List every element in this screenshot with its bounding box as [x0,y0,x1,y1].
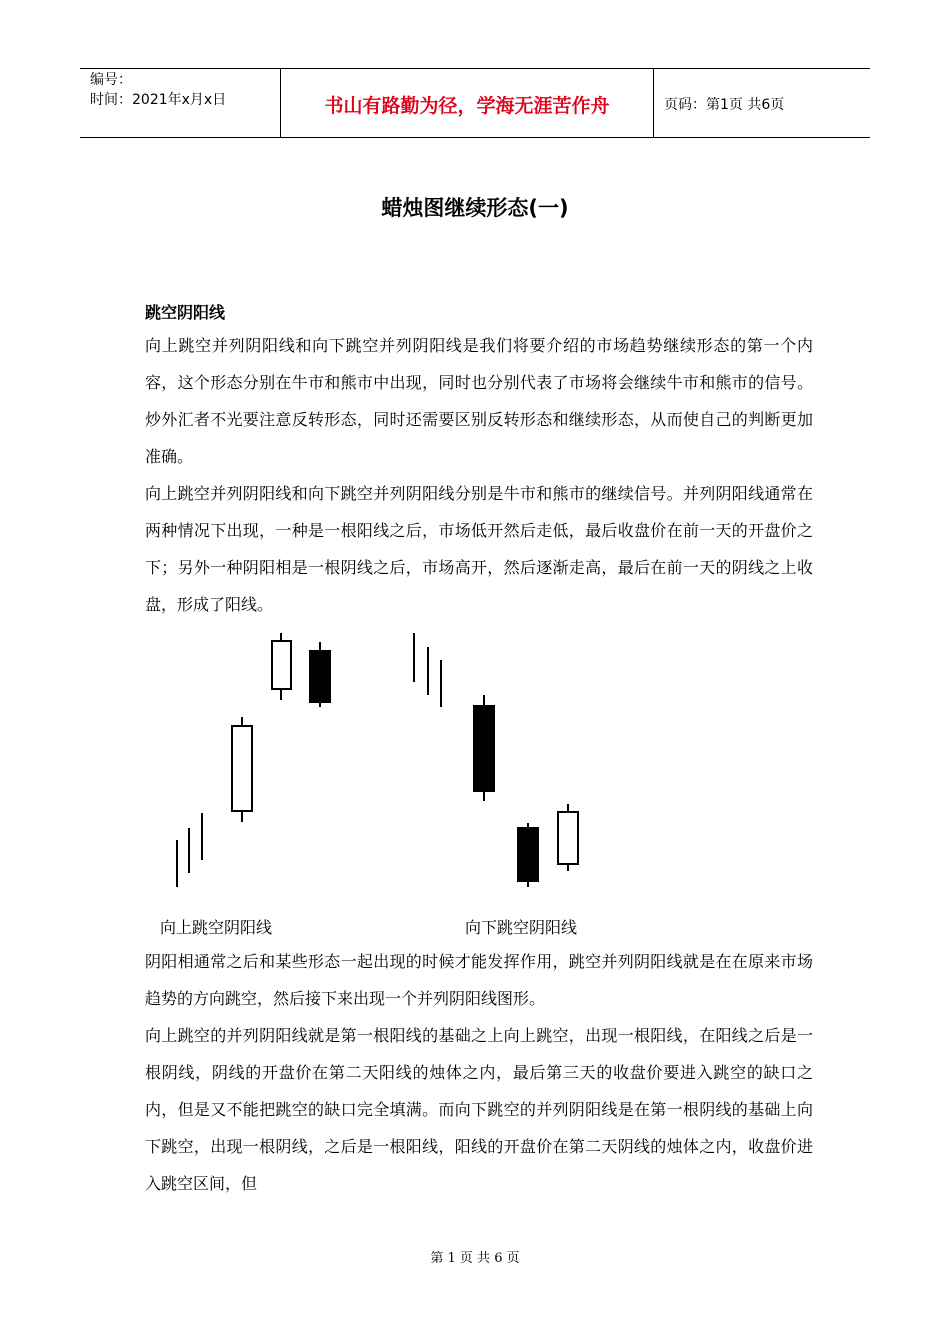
motto: 书山有路勤为径，学海无涯苦作舟 [324,95,610,117]
header-motto-cell [281,69,654,137]
section-heading: 跳空阴阳线 [145,303,226,322]
page-header [80,68,870,138]
number-label: 编号： [90,72,132,88]
paragraph-4: 向上跳空的并列阴阳线就是第一根阳线的基础之上向上跳空，出现一根阳线，在阳线之后是一根阴线，阴线的开盘价在第二天阳线的烛体之内，最后第三天的收盘价要进入跳空的缺口之内，但是又不能把跳空的缺口完全填满。而向下跳空的并列阴阳线是在第一根阴线的基础上向下跳空，出现一根阴线，之后是一根阳线，阳线的开盘价在第二天阴线的烛体之内，收盘价进入跳空区间，但 [145,1026,813,1193]
black-candle [518,828,538,881]
caption-downward-gap: 向下跳空阴阳线 [465,918,578,937]
header-page-cell [654,69,870,137]
page-info: 页码：第1页 共6页 [664,97,785,113]
downward-gap-pattern [414,633,578,887]
upward-gap-pattern [177,633,330,887]
page-footer: 第 1 页 共 6 页 [430,1251,520,1266]
paragraph-2: 向上跳空并列阴阳线和向下跳空并列阴阳线分别是牛市和熊市的继续信号。并列阴阳线通常在两种情况下出现，一种是一根阳线之后，市场低开然后走低，最后收盘价在前一天的开盘价之下；另外一种阴阳相是一根阴线之后，市场高开，然后逐渐走高，最后在前一天的阴线之上收盘，形成了阳线。 [145,484,813,614]
black-candle [310,651,330,702]
caption-upward-gap: 向上跳空阴阳线 [160,918,273,937]
candlestick-figure [150,625,590,895]
time-label: 时间：2021年x月x日 [90,92,227,108]
document-title: 蜡烛图继续形态(一) [381,196,569,220]
header-info-cell [80,69,281,137]
paragraph-1: 向上跳空并列阴阳线和向下跳空并列阴阳线是我们将要介绍的市场趋势继续形态的第一个内容，这个形态分别在牛市和熊市中出现，同时也分别代表了市场将会继续牛市和熊市的信号。炒外汇者不光要注意反转形态，同时还需要区别反转形态和继续形态，从而使自己的判断更加准确。 [145,336,813,466]
white-candle [558,812,578,864]
white-candle [232,726,252,811]
white-candle [272,641,291,689]
black-candle [474,706,494,791]
paragraph-3: 阴阳相通常之后和某些形态一起出现的时候才能发挥作用，跳空并列阴阳线就是在在原来市场趋势的方向跳空，然后接下来出现一个并列阴阳线图形。 [145,952,813,1008]
